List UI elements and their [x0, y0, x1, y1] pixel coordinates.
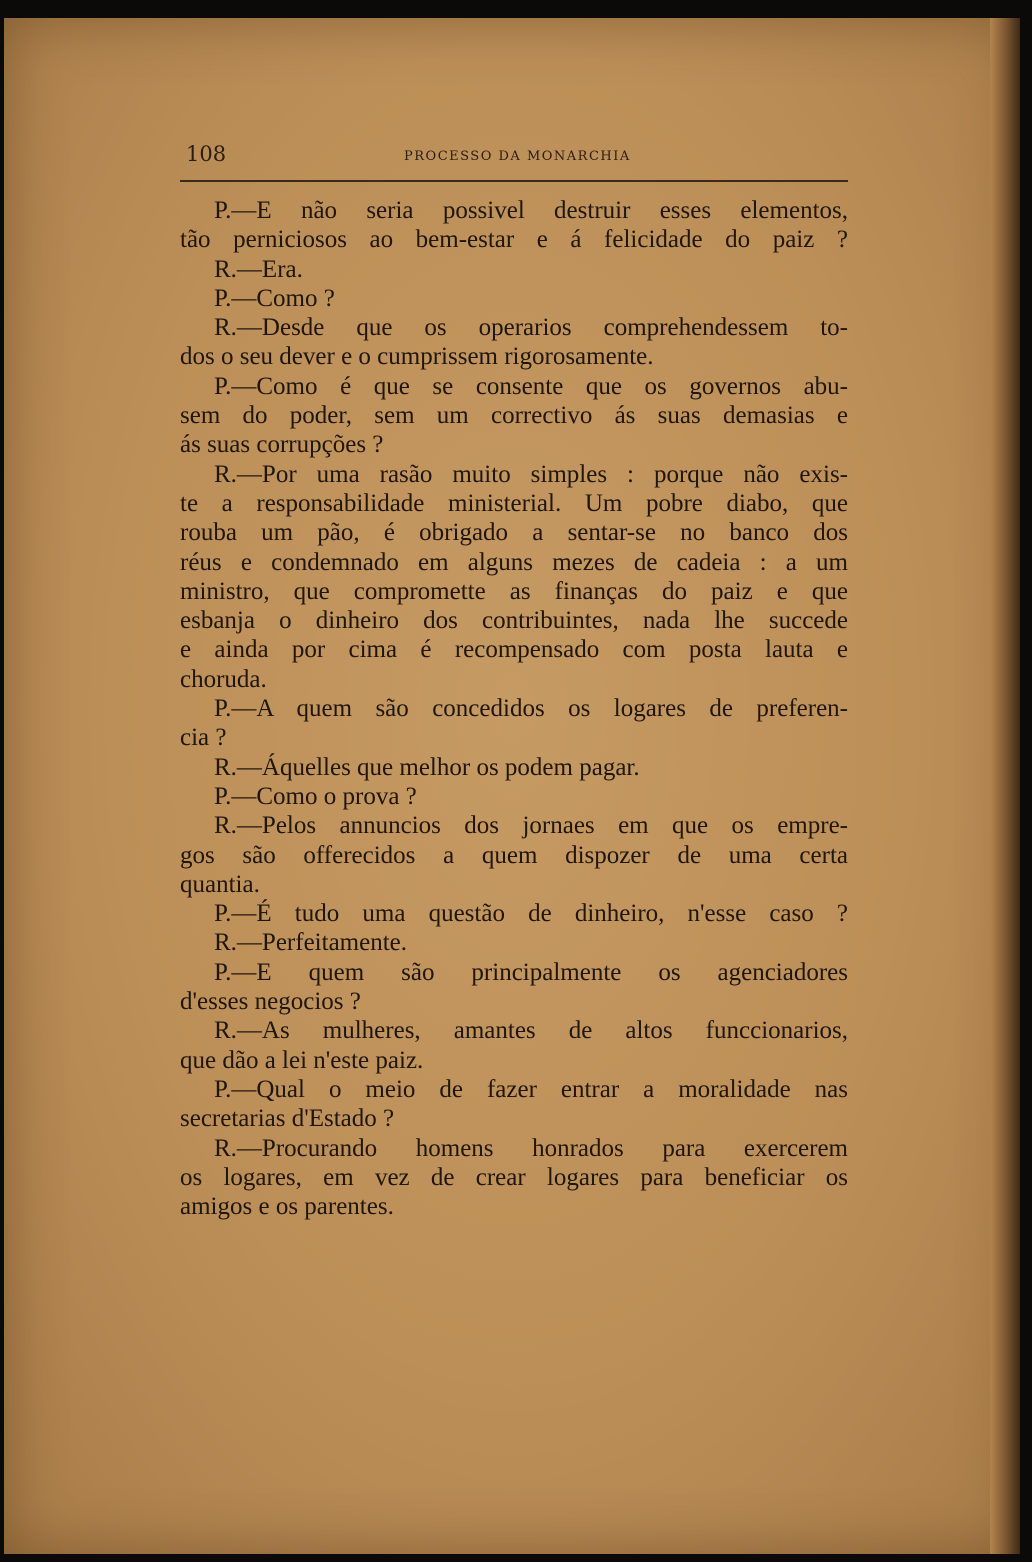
text-line: os logares, em vez de crear logares para beneficiar os: [180, 1163, 848, 1191]
text-line: choruda.: [180, 665, 267, 693]
text-line: d'esses negocios ?: [180, 988, 361, 1016]
text-line: P.—Como é que se consente que os governos abu-: [214, 372, 848, 400]
text-line: gos são offerecidos a quem dispozer de uma certa: [180, 841, 848, 869]
text-line: amigos e os parentes.: [180, 1193, 394, 1221]
text-line: P.—É tudo uma questão de dinheiro, n'esse caso ?: [214, 900, 848, 928]
running-head: [186, 142, 846, 172]
text-line: te a responsabilidade ministerial. Um pobre diabo, que: [180, 489, 848, 517]
text-line: R.—Perfeitamente.: [214, 929, 407, 957]
text-line: P.—Como o prova ?: [214, 782, 417, 810]
text-line: cia ?: [180, 724, 227, 752]
book-title: PROCESSO DA MONARCHIA: [404, 149, 631, 164]
text-line: secretarias d'Estado ?: [180, 1105, 395, 1133]
text-line: quantia.: [180, 870, 260, 898]
text-line: dos o seu dever e o cumprissem rigorosamente.: [180, 343, 654, 371]
text-line: ministro, que compromette as finanças do paiz e que: [180, 577, 848, 605]
text-line: R.—Pelos annuncios dos jornaes em que os empre-: [214, 812, 848, 840]
text-line: P.—E não seria possivel destruir esses elementos,: [214, 197, 848, 224]
text-line: tão perniciosos ao bem-estar e á felicidade do paiz ?: [180, 226, 848, 254]
text-line: P.—Qual o meio de fazer entrar a moralidade nas: [214, 1075, 848, 1103]
text-line: P.—E quem são principalmente os agenciadores: [214, 958, 848, 986]
text-line: esbanja o dinheiro dos contribuintes, nada lhe succede: [180, 607, 848, 635]
header-rule: [180, 180, 848, 182]
text-line: e ainda por cima é recompensado com posta lauta e: [180, 636, 848, 664]
text-line: P.—A quem são concedidos os logares de preferen-: [214, 695, 848, 723]
text-line: P.—Como ?: [214, 284, 335, 312]
text-line: R.—Era.: [214, 255, 303, 283]
text-line: rouba um pão, é obrigado a sentar-se no banco dos: [180, 519, 848, 547]
text-line: R.—Desde que os operarios comprehendessem to-: [214, 314, 848, 342]
text-line: R.—Áquelles que melhor os podem pagar.: [214, 753, 640, 781]
dialogue-text: [180, 196, 848, 1221]
text-line: ás suas corrupções ?: [180, 431, 384, 459]
text-line: réus e condemnado em alguns mezes de cadeia : a um: [180, 548, 848, 576]
page-spine-edge: [990, 18, 1020, 1554]
text-line: R.—Por uma rasão muito simples : porque não exis-: [214, 460, 848, 488]
text-line: R.—Procurando homens honrados para exercerem: [214, 1134, 848, 1162]
page-number: 108: [186, 142, 227, 166]
text-line: R.—As mulheres, amantes de altos funccionarios,: [214, 1017, 848, 1045]
text-line: sem do poder, sem um correctivo ás suas demasias e: [180, 402, 848, 430]
text-line: que dão a lei n'este paiz.: [180, 1046, 424, 1074]
